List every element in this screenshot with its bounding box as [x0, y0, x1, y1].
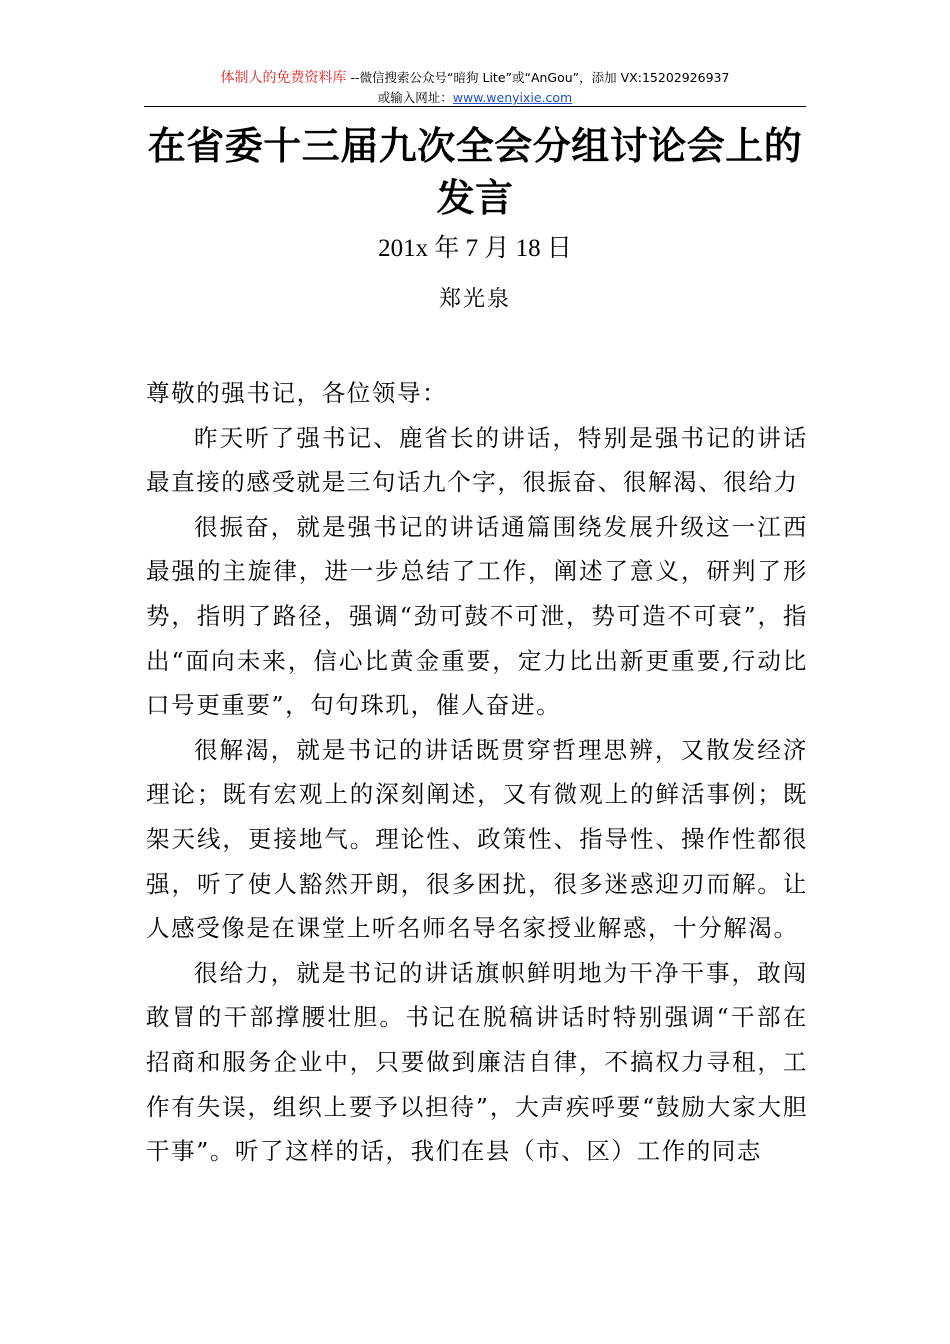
paragraph: 很振奋，就是强书记的讲话通篇围绕发展升级这一江西最强的主旋律，进一步总结了工作，阐述了意义，研判了形势，指明了路径，强调“劲可鼓不可泄，势可造不可衰”，指出“面向未来，信心比黄金重要，定力比出新更重要,行动比口号更重要”，句句珠玑，催人奋进。	[146, 512, 808, 720]
paragraph: 很给力，就是书记的讲话旗帜鲜明地为干净干事，敢闯敢冒的干部撑腰壮胆。书记在脱稿讲话时特别强调“干部在招商和服务企业中，只要做到廉洁自律，不搞权力寻租，工作有失误，组织上要予以担待”，大声疾呼要“鼓励大家大胆干事”。听了这样的话，我们在县（市、区）工作的同志	[146, 958, 808, 1166]
url-prefix: 或输入网址：	[377, 90, 453, 105]
document-author: 郑光泉	[438, 287, 511, 312]
website-link[interactable]: www.wenyixie.com	[452, 90, 573, 105]
paragraph: 昨天听了强书记、鹿省长的讲话，特别是强书记的讲话最直接的感受就是三句话九个字，很振奋、很解渴、很给力	[146, 423, 808, 497]
header-promo-text: --微信搜索公众号“暗狗 Lite”或“AnGou”，添加 VX:15202926937	[346, 70, 730, 85]
document-title: 在省委十三届九次全会分组讨论会上的发言	[147, 123, 803, 220]
header-line-2	[0, 88, 950, 107]
paragraph: 很解渴，就是书记的讲话既贯穿哲理思辨，又散发经济理论；既有宏观上的深刻阐述，又有微观上的鲜活事例；既架天线，更接地气。理论性、政策性、指导性、操作性都很强，听了使人豁然开朗，很多困扰，很多迷惑迎刃而解。让人感受像是在课堂上听名师名导名家授业解惑，十分解渴。	[146, 735, 808, 943]
header-line-1	[0, 68, 950, 88]
header-divider	[144, 106, 806, 107]
document-date: 201x 年 7 月 18 日	[378, 235, 572, 262]
salutation: 尊敬的强书记，各位领导：	[146, 379, 448, 407]
header-banner	[0, 68, 950, 107]
brand-name: 体制人的免费资料库	[220, 70, 347, 86]
document-body	[146, 371, 808, 1174]
